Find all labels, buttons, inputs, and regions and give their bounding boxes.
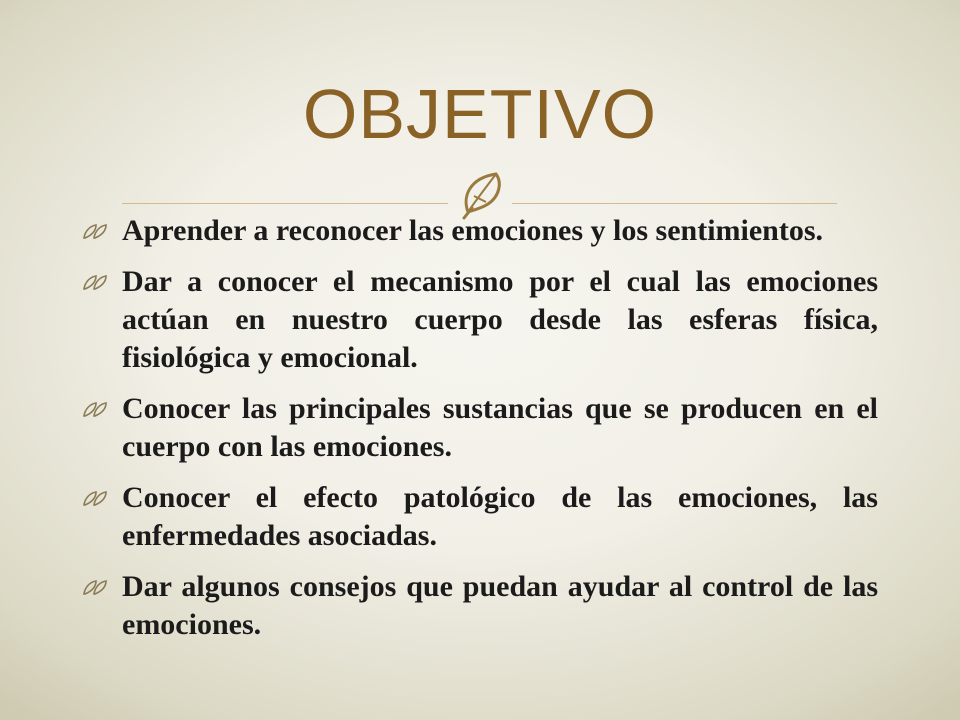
list-item-text: Dar algunos consejos que puedan ayudar al control de las emociones. [122,570,878,641]
list-item-text: Dar a conocer el mecanismo por el cual las emociones actúan en nuestro cuerpo desde las esferas física, fisiológica y emocional. [122,265,878,374]
title-divider-right [512,203,837,204]
title-divider-left [122,203,448,204]
double-quill-bullet-icon [82,223,116,241]
objectives-list [80,212,878,657]
list-item [80,568,878,644]
list-item [80,263,878,377]
list-item-text: Conocer el efecto patológico de las emociones, las enfermedades asociadas. [122,481,878,552]
list-item-text: Conocer las principales sustancias que se producen en el cuerpo con las emociones. [122,392,878,463]
list-item-text: Aprender a reconocer las emociones y los sentimientos. [122,214,824,247]
list-item [80,212,878,250]
list-item [80,479,878,555]
double-quill-bullet-icon [82,490,116,508]
list-item [80,390,878,466]
double-quill-bullet-icon [82,579,116,597]
double-quill-bullet-icon [82,274,116,292]
slide-title: OBJETIVO [302,75,658,153]
double-quill-bullet-icon [82,401,116,419]
